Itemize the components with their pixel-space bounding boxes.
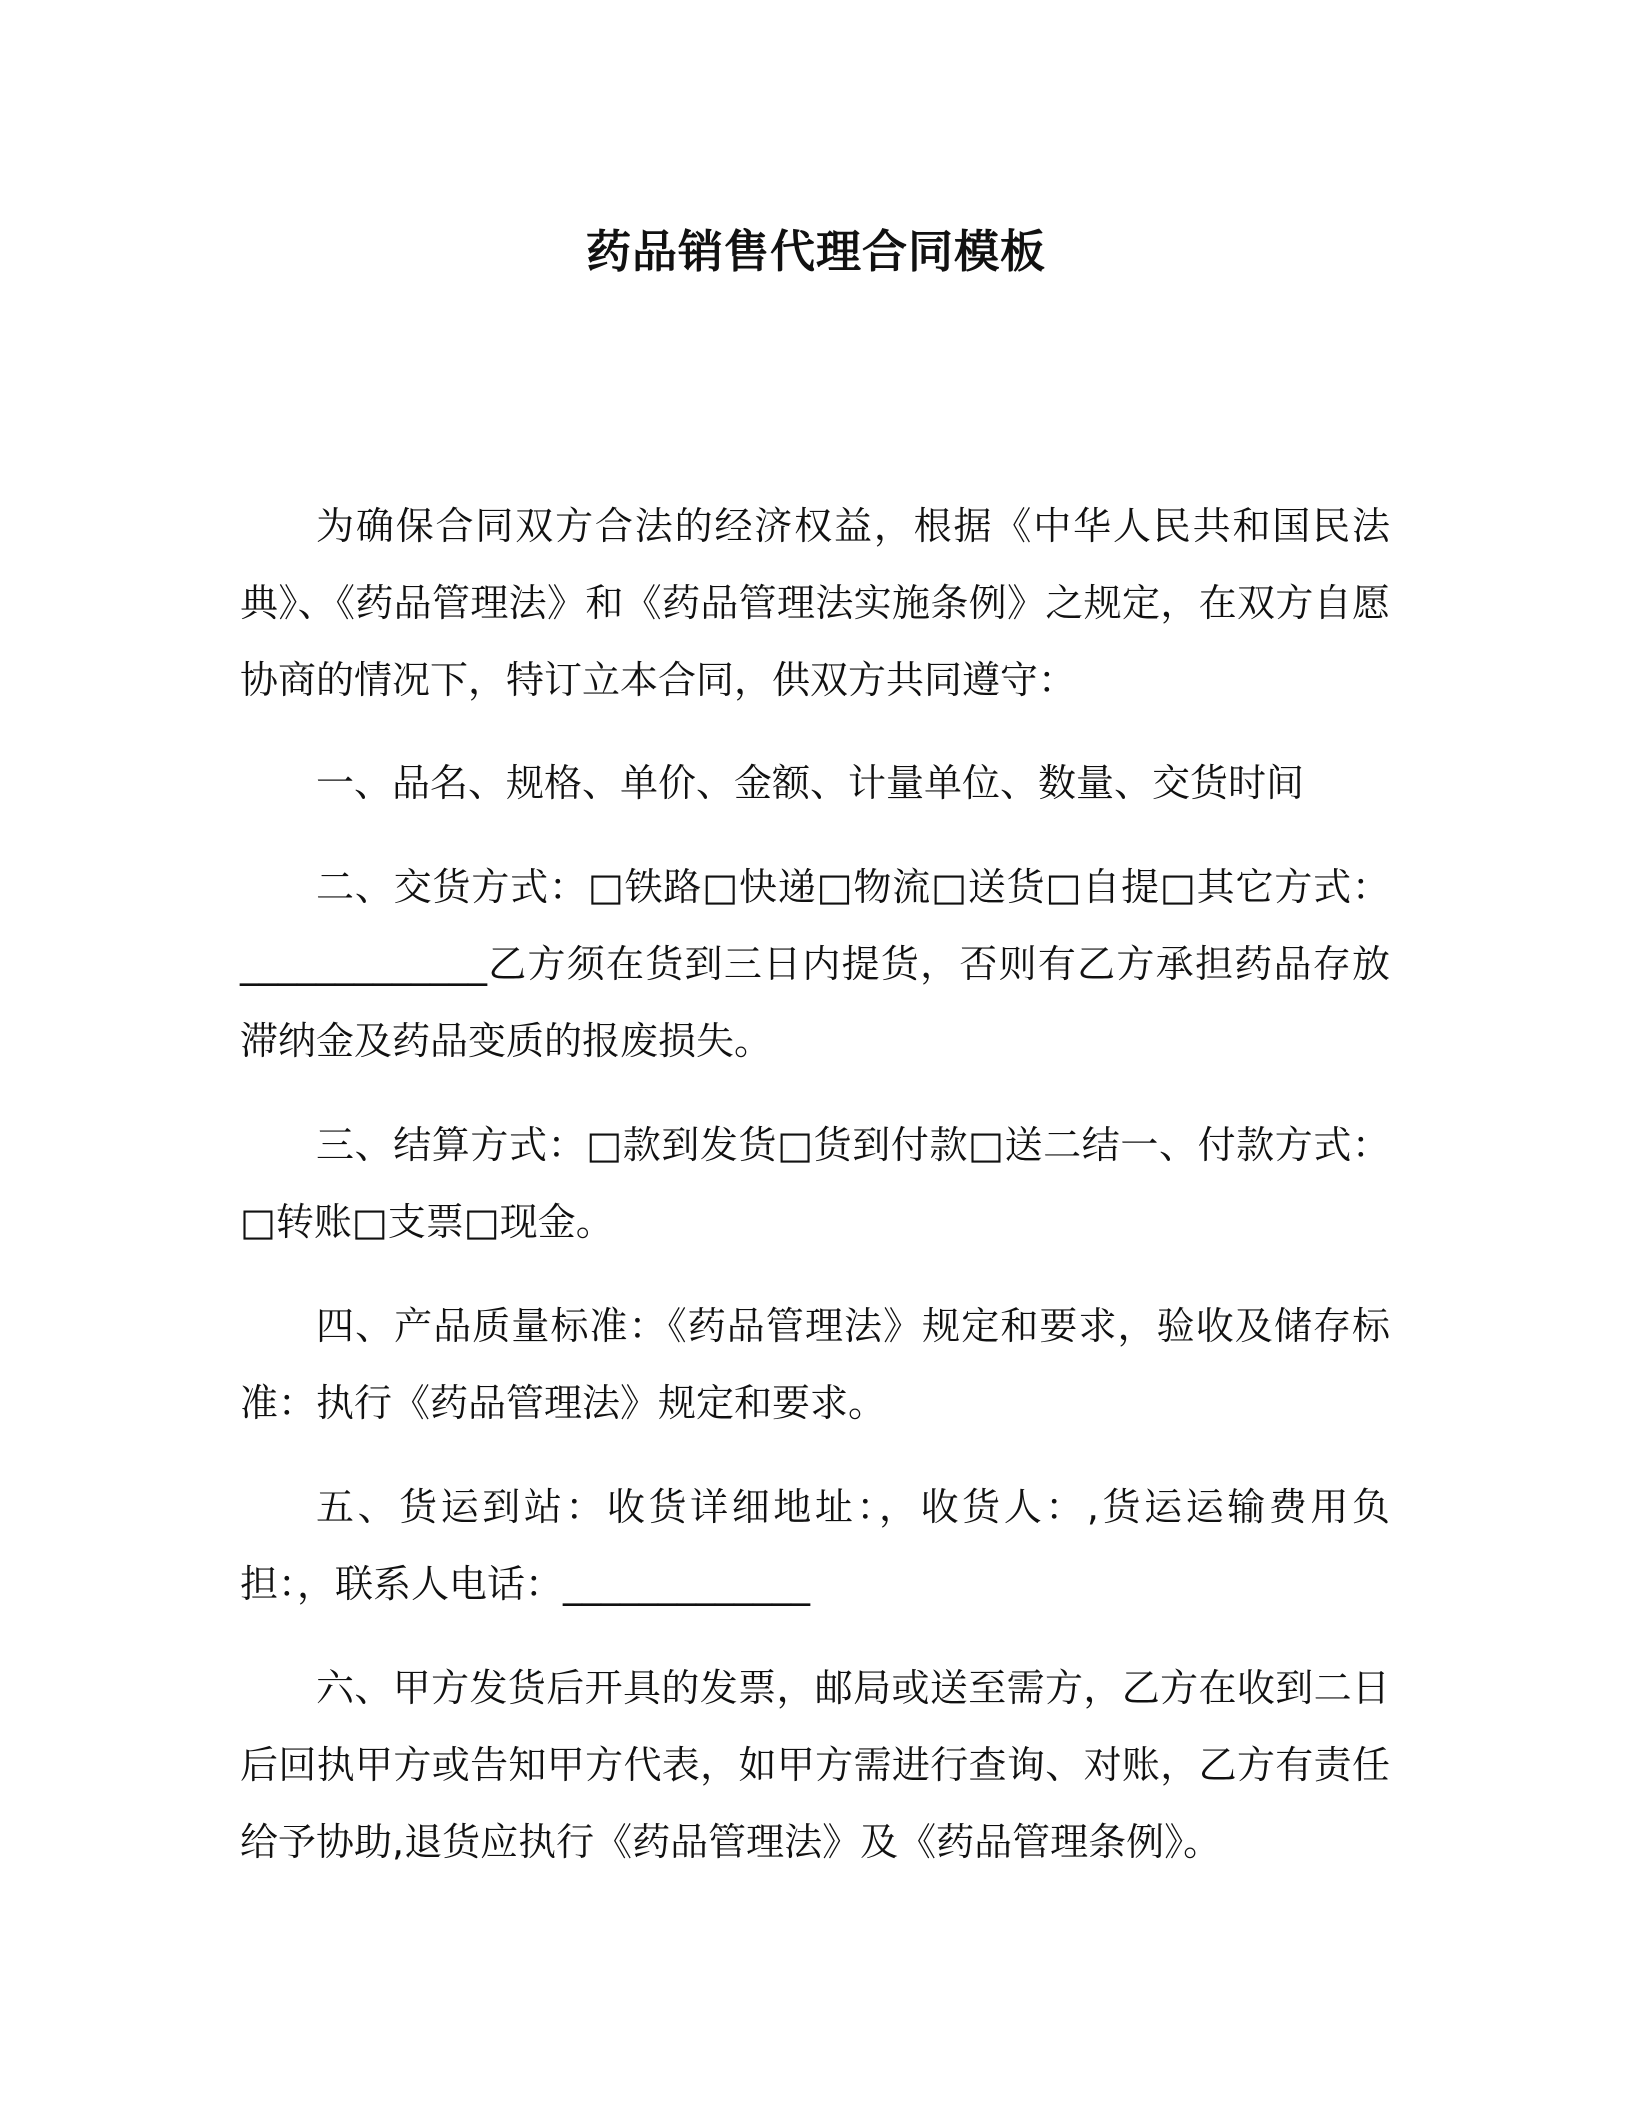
clause-4-paragraph: 四、产品质量标准：《药品管理法》规定和要求，验收及储存标准：执行《药品管理法》规定和要求。: [240, 1304, 1390, 1425]
document-body: [240, 488, 1390, 1908]
preamble-paragraph: 为确保合同双方合法的经济权益，根据《中华人民共和国民法典》、《药品管理法》和《药品管理法实施条例》之规定，在双方自愿协商的情况下，特订立本合同，供双方共同遵守：: [240, 504, 1390, 702]
clause-1-paragraph: 一、品名、规格、单价、金额、计量单位、数量、交货时间: [316, 761, 1305, 805]
clause-3-paragraph: 三、结算方式：□款到发货□货到付款□送二结一、付款方式：□转账□支票□现金。: [240, 1123, 1390, 1244]
document-title: 药品销售代理合同模板: [585, 225, 1046, 278]
clause-5-paragraph: 五、货运到站：收货详细地址：，收货人：,货运运输费用负担：，联系人电话：_____________: [240, 1485, 1390, 1606]
clause-6-paragraph: 六、甲方发货后开具的发票，邮局或送至需方，乙方在收到二日后回执甲方或告知甲方代表，如甲方需进行查询、对账，乙方有责任给予协助,退货应执行《药品管理法》及《药品管理条例》。: [240, 1666, 1390, 1864]
clause-2-paragraph: 二、交货方式：□铁路□快递□物流□送货□自提□其它方式：_____________乙方须在货到三日内提货，否则有乙方承担药品存放滞纳金及药品变质的报废损失。: [240, 865, 1390, 1063]
